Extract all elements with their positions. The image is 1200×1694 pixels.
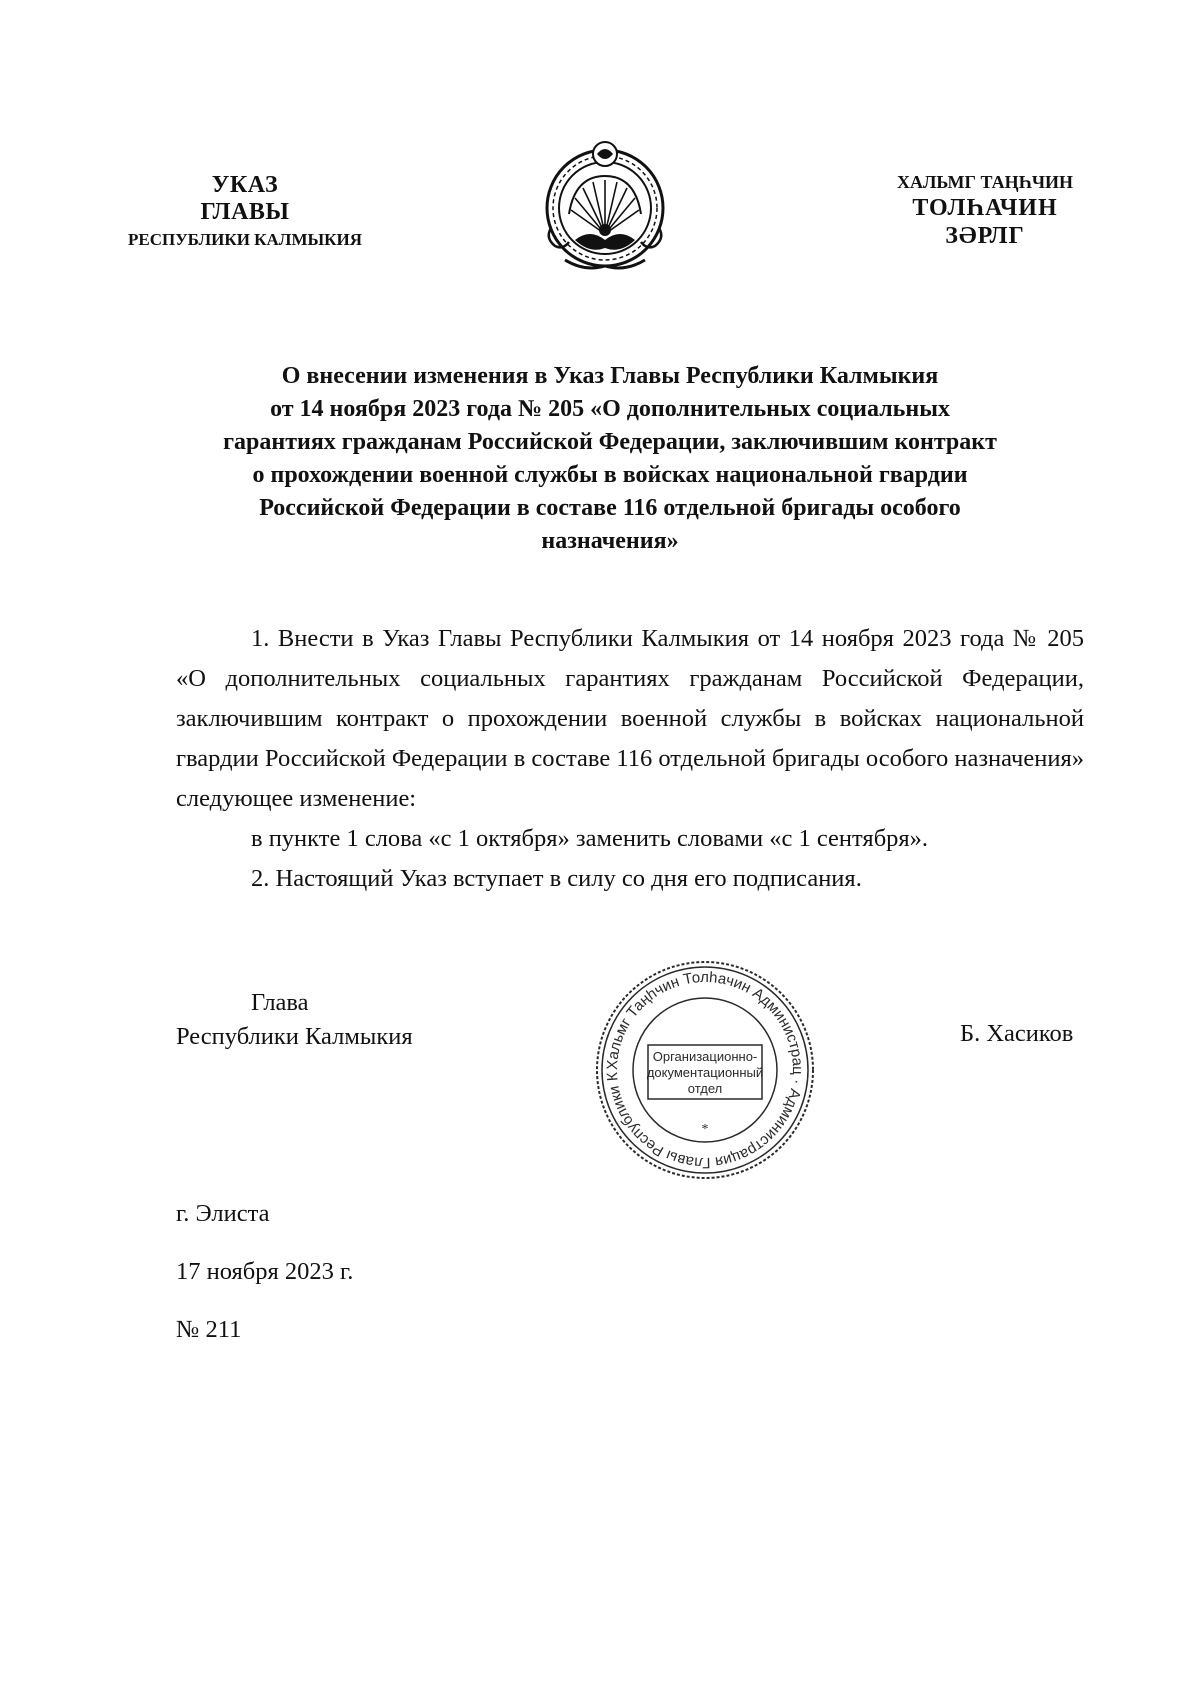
title-line: О внесении изменения в Указ Главы Республики Калмыкия	[281, 363, 939, 389]
official-stamp	[590, 955, 820, 1185]
stamp-star-icon: *	[701, 1122, 709, 1137]
stamp-inner-line1: Организационно-	[652, 1049, 758, 1064]
header-left-block	[95, 172, 395, 249]
body-paragraph-1: 1. Внести в Указ Главы Республики Калмыкия от 14 ноября 2023 года № 205 «О дополнительных социальных гарантиях гражданам Российской Федерации, заключившим контракт о прохождении военной службы в войсках национальной гвардии Российской Федерации в составе 116 отдельной бригады особого назначения» следующее изменение:	[176, 625, 1084, 812]
body-paragraph-2: в пункте 1 слова «с 1 октября» заменить словами «с 1 сентября».	[251, 825, 929, 852]
header-right-line1: ХАЛЬМГ ТАҢҺЧИН	[896, 172, 1074, 192]
signatory-position	[176, 986, 413, 1054]
title-line: гарантиях гражданам Российской Федерации, заключившим контракт	[223, 429, 997, 455]
document-title	[150, 360, 1070, 558]
document-body	[176, 619, 1084, 899]
stamp-inner-line2: документационный	[646, 1065, 764, 1080]
signatory-name: Б. Хасиков	[960, 1020, 1074, 1047]
title-line: от 14 ноября 2023 года № 205 «О дополнительных социальных	[270, 396, 950, 422]
body-paragraph-3: 2. Настоящий Указ вступает в силу со дня его подписания.	[251, 865, 862, 892]
stamp-inner-line3: отдел	[687, 1081, 723, 1096]
title-line: о прохождении военной службы в войсках национальной гвардии	[252, 462, 968, 488]
header-left-republic: РЕСПУБЛИКИ КАЛМЫКИЯ	[127, 229, 363, 249]
stamp-outer-text: Хальмг Таңһчин Толһачин Администрац · Администрация Главы Республики К	[603, 968, 807, 1172]
footer-city: г. Элиста	[176, 1200, 270, 1227]
header-right-line2: ТОЛҺАЧИН	[912, 194, 1058, 221]
signatory-position-line2: Республики Калмыкия	[176, 1023, 413, 1050]
header-right-block	[855, 172, 1115, 251]
footer-date: 17 ноября 2023 г.	[176, 1258, 354, 1285]
header-left-ukaz: УКАЗ	[211, 172, 279, 198]
kalmykia-coat-of-arms-icon	[535, 136, 675, 276]
header-left-glavy: ГЛАВЫ	[200, 198, 290, 225]
title-line: Российской Федерации в составе 116 отдельной бригады особого	[259, 495, 961, 521]
title-line: назначения»	[541, 528, 679, 554]
header-right-line3: ЗӘРЛГ	[945, 223, 1025, 250]
document-footer	[176, 1185, 353, 1359]
footer-number: № 211	[176, 1316, 242, 1343]
signatory-position-line1: Глава	[251, 989, 309, 1016]
